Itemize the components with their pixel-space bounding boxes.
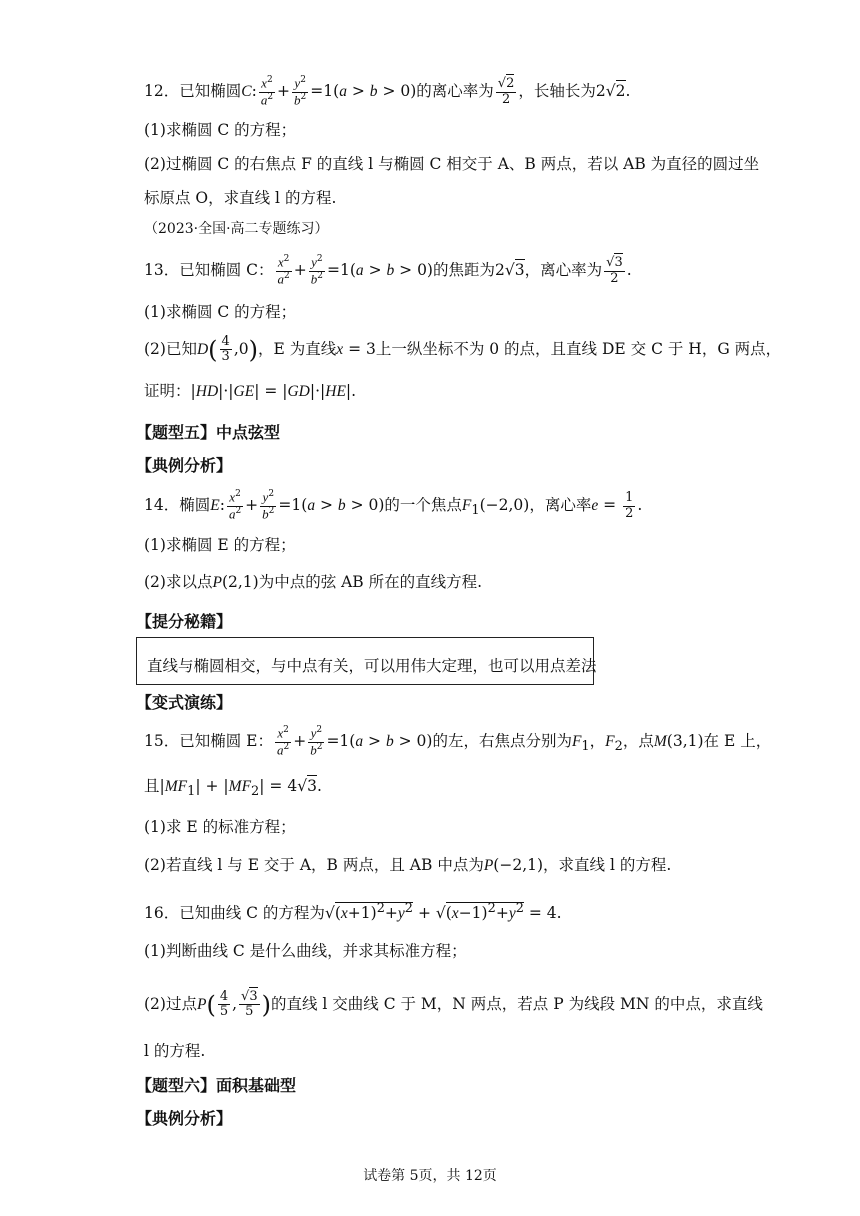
q14-sub1: (1)求椭圆 E 的方程； xyxy=(144,536,296,554)
tips-box xyxy=(136,637,597,685)
q16-sub2-line2: l 的方程. xyxy=(144,1042,206,1060)
tips-heading: 【提分秘籍】 xyxy=(136,612,233,631)
q16-sub1: (1)判断曲线 C 是什么曲线，并求其标准方程； xyxy=(144,942,467,960)
q14-stem: 14．椭圆E: $\frac{x^2}{a^2}$ + $\frac{y^2}{b^2}$ =1(a > b > 0)的一个焦点$F_1(-2,0)$，离心率e = $\frac{1}{2}$ . xyxy=(144,489,643,521)
q13-proof: 证明：|HD|·|GE| = |GD|·|HE|. xyxy=(144,382,357,400)
q16-sub2: (2)过点P( $\frac{4}{5}$ , $\frac{√3}{5}$ )的直线 l 交曲线 C 于 M，N 两点，若点 P 为线段 MN 的中点，求直线 xyxy=(144,989,763,1020)
q13-sub1: (1)求椭圆 C 的方程； xyxy=(144,303,297,321)
variation-heading: 【变式演练】 xyxy=(136,693,233,712)
section5-heading: 【题型五】中点弦型 xyxy=(136,423,281,442)
q15-sub2: (2)若直线 l 与 E 交于 A，B 两点，且 AB 中点为P(−2,1)，求直线 l 的方程. xyxy=(144,856,672,874)
q15-sub1: (1)求 E 的标准方程； xyxy=(144,818,296,836)
q14-sub2: (2)求以点P(2,1)为中点的弦 AB 所在的直线方程. xyxy=(144,573,483,591)
tips-text: 直线与椭圆相交，与中点有关，可以用伟大定理，也可以用点差法 xyxy=(147,657,597,675)
q16-stem: 16．已知曲线 C 的方程为$√(x+1)^2+y^2 + √(x-1)^2+y^2 = 4$. xyxy=(144,901,562,923)
q12-sub1: (1)求椭圆 C 的方程； xyxy=(144,121,297,139)
q12-sub2-line1: (2)过椭圆 C 的右焦点 F 的直线 l 与椭圆 C 相交于 A、B 两点，若以 AB 为直径的圆过坐 xyxy=(144,155,760,173)
page-footer: 试卷第 5页，共 12页 xyxy=(363,1168,497,1184)
q15-stem: 15．已知椭圆 E： $\frac{x^2}{a^2}$ + $\frac{y^2}{b^2}$ =1(a > b > 0)的左，右焦点分别为$F_1$，$F_2$，点M(3,1)在 E 上， xyxy=(144,725,772,757)
typical-analysis-heading-2: 【典例分析】 xyxy=(136,1109,233,1128)
q13-sub2: (2)已知D( $\frac{4}{3}$ ,0)，E 为直线x = 3上一纵坐标不为 0 的点，且直线 DE 交 C 于 H，G 两点， xyxy=(144,334,782,365)
q12-sub2-line2: 标原点 O，求直线 l 的方程. xyxy=(144,189,337,207)
typical-analysis-heading: 【典例分析】 xyxy=(136,456,233,475)
q12-stem: 12．已知椭圆C: $\frac{x^2}{a^2}$ + $\frac{y^2}{b^2}$ =1(a > b > 0)的离心率为 $\frac{√2}{2}$ ，长轴长为2√2. xyxy=(144,75,631,107)
source-note: （2023·全国·高二专题练习） xyxy=(144,221,329,237)
section6-heading: 【题型六】面积基础型 xyxy=(136,1076,297,1095)
q15-condition: 且$|MF_1| + |MF_2| = 4√3$. xyxy=(144,777,322,800)
q13-stem: 13．已知椭圆 C： $\frac{x^2}{a^2}$ + $\frac{y^2}{b^2}$ =1(a > b > 0)的焦距为2√3，离心率为 $\frac{√3}{2}$ . xyxy=(144,254,632,286)
